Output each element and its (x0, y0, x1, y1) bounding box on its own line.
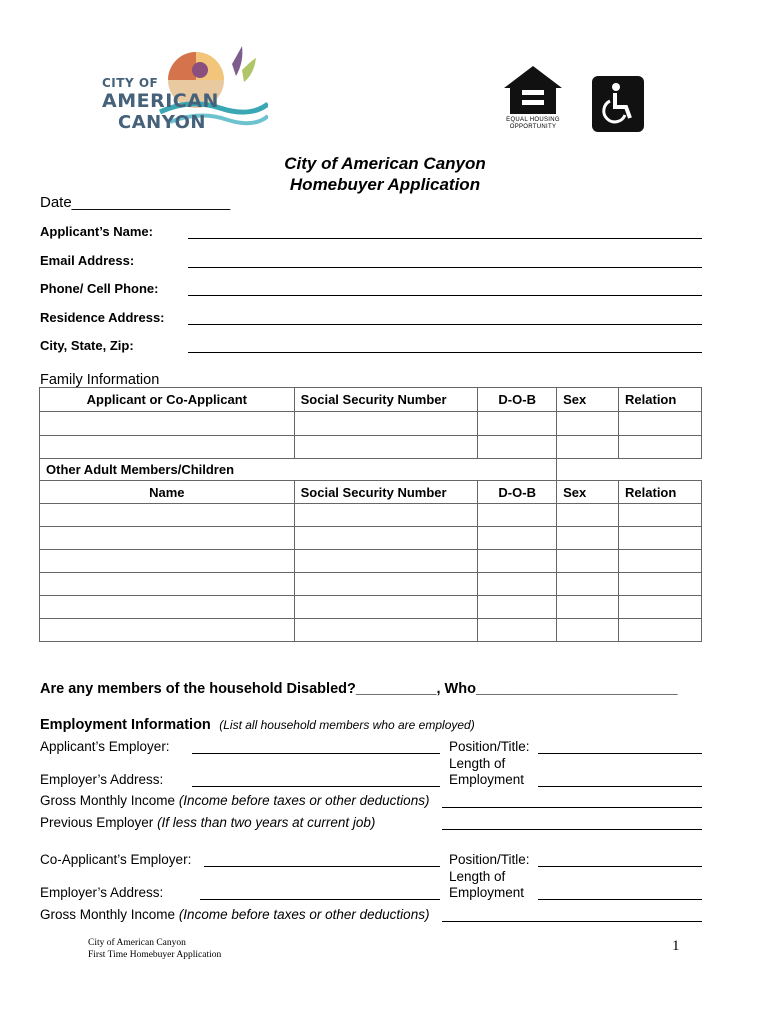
equal-housing-icon (502, 64, 564, 134)
family-table (39, 387, 702, 642)
col-sex: Sex (557, 388, 619, 412)
city-state-zip-input[interactable] (188, 352, 702, 353)
co-applicant-employer-input[interactable] (204, 866, 440, 867)
co-gross-income-label: Gross Monthly Income (40, 907, 176, 922)
co-gross-income-input[interactable] (442, 921, 702, 922)
col-ssn-2: Social Security Number (294, 481, 478, 504)
previous-employer-note: (If less than two years at current job) (157, 815, 376, 830)
city-state-zip-label: City, State, Zip: (40, 338, 134, 353)
footer (88, 937, 221, 961)
employment-title: Employment Information (40, 717, 211, 733)
col-name: Name (40, 481, 295, 504)
co-gross-income-note: (Income before taxes or other deductions) (178, 907, 430, 922)
col-relation: Relation (619, 388, 702, 412)
col-applicant: Applicant or Co-Applicant (40, 388, 295, 412)
col-sex-2: Sex (557, 481, 619, 504)
residence-input[interactable] (188, 324, 702, 325)
table-row[interactable] (40, 436, 702, 459)
applicant-name-input[interactable] (188, 238, 702, 239)
applicant-employer-input[interactable] (192, 753, 440, 754)
col-relation-2: Relation (619, 481, 702, 504)
phone-input[interactable] (188, 295, 702, 296)
applicant-name-label: Applicant’s Name: (40, 224, 153, 239)
co-employment-length-input[interactable] (538, 899, 702, 900)
form-title: City of American Canyon (284, 154, 486, 173)
email-label: Email Address: (40, 253, 135, 268)
col-dob: D-O-B (478, 388, 557, 412)
table-row[interactable] (40, 619, 702, 642)
residence-label: Residence Address: (40, 310, 165, 325)
logo-line-1: CITY OF (102, 76, 159, 90)
employment-note: (List all household members who are employed) (219, 718, 475, 732)
family-info-title: Family Information (40, 372, 160, 388)
co-length-of-label: Length of (449, 869, 506, 884)
length-of-label: Length of (449, 756, 506, 771)
other-members-title: Other Adult Members/Children (40, 459, 295, 481)
city-logo (96, 46, 268, 136)
co-employer-address-input[interactable] (200, 899, 440, 900)
col-dob-2: D-O-B (478, 481, 557, 504)
eho-text-1: EQUAL HOUSING (506, 117, 560, 123)
co-position-title-input[interactable] (538, 866, 702, 867)
gross-income-note: (Income before taxes or other deductions) (178, 793, 430, 808)
previous-employer-input[interactable] (442, 829, 702, 830)
table-row[interactable] (40, 412, 702, 436)
email-input[interactable] (188, 267, 702, 268)
col-ssn: Social Security Number (294, 388, 478, 412)
previous-employer-label: Previous Employer (40, 815, 154, 830)
gross-income-label: Gross Monthly Income (40, 793, 176, 808)
co-employer-address-label: Employer’s Address: (40, 885, 164, 900)
co-employment-length-label: Employment (449, 885, 525, 900)
employment-length-label: Employment (449, 772, 525, 787)
form-subtitle: Homebuyer Application (289, 175, 481, 194)
applicant-employer-label: Applicant’s Employer: (40, 739, 170, 754)
wheelchair-icon (592, 76, 644, 132)
phone-label: Phone/ Cell Phone: (40, 281, 159, 296)
table-row[interactable] (40, 596, 702, 619)
employer-address-label: Employer’s Address: (40, 772, 164, 787)
eho-text-2: OPPORTUNITY (509, 124, 557, 130)
co-position-title-label: Position/Title: (449, 852, 530, 867)
table-row[interactable] (40, 550, 702, 573)
date-field[interactable]: Date___________________ (40, 194, 231, 211)
logo-line-2: AMERICAN (102, 90, 219, 112)
footer-line-1: City of American Canyon (88, 938, 186, 948)
table-row[interactable] (40, 504, 702, 527)
disabled-question[interactable]: Are any members of the household Disabled?__________, Who_________________________ (40, 681, 678, 697)
employer-address-input[interactable] (192, 786, 440, 787)
page-number: 1 (672, 938, 680, 954)
logo-line-3: CANYON (118, 112, 206, 133)
table-row[interactable] (40, 573, 702, 596)
footer-line-2: First Time Homebuyer Application (88, 950, 222, 960)
position-title-input[interactable] (538, 753, 702, 754)
employment-length-input[interactable] (538, 786, 702, 787)
gross-income-input[interactable] (442, 807, 702, 808)
table-row[interactable] (40, 527, 702, 550)
co-applicant-employer-label: Co-Applicant’s Employer: (40, 852, 192, 867)
position-title-label: Position/Title: (449, 739, 530, 754)
